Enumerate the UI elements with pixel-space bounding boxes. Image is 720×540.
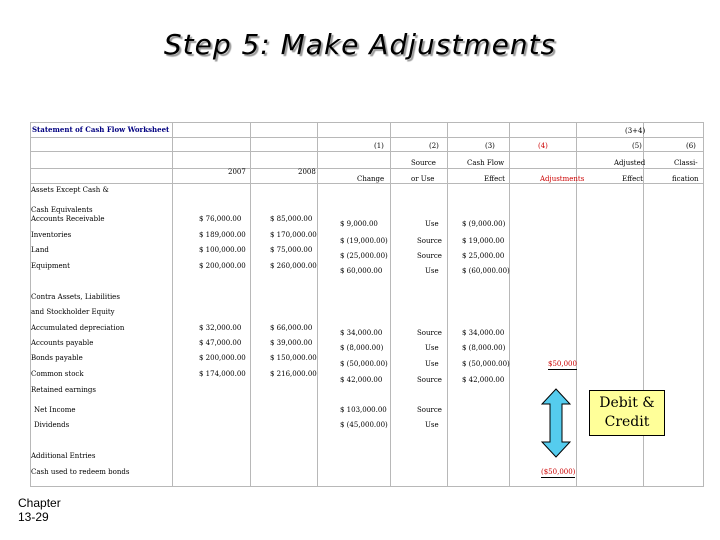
row-label-common-stock: Common stock: [31, 370, 84, 378]
row-label-accounts-payable: Accounts payable: [31, 339, 94, 347]
header-year-2007: 2007: [228, 168, 246, 176]
header-year-2008: 2008: [298, 168, 316, 176]
cell-inv-2008: $ 170,000.00: [270, 231, 317, 239]
section-additional-entries: Additional Entries: [31, 452, 96, 460]
col-num-3-4: (3+4): [625, 127, 646, 135]
header-effect: Effect: [484, 175, 505, 183]
section-contra: Contra Assets, Liabilities: [31, 293, 120, 301]
cell-land-2008: $ 75,000.00: [270, 246, 313, 254]
grid-line: [250, 123, 251, 486]
cell-inv-2007: $ 189,000.00: [199, 231, 246, 239]
cell-accdep-2007: $ 32,000.00: [199, 324, 242, 332]
cell-ap-effect: $ (8,000.00): [462, 344, 506, 352]
col-num-3: (3): [485, 142, 495, 150]
cell-ap-2007: $ 47,000.00: [199, 339, 242, 347]
grid-line: [447, 123, 448, 486]
cell-equip-2007: $ 200,000.00: [199, 262, 246, 270]
callout-line-1: Debit &: [599, 395, 655, 411]
cell-inv-source-use: Source: [417, 237, 442, 245]
col-num-1: (1): [374, 142, 384, 150]
double-arrow-icon: [541, 388, 571, 458]
cell-bonds-adjustment: $50,000: [548, 360, 577, 368]
row-label-cash-redeem-bonds: Cash used to redeem bonds: [31, 468, 130, 476]
cell-div-change: $ (45,000.00): [340, 421, 388, 429]
col-num-6: (6): [686, 142, 696, 150]
cell-bonds-change: $ (50,000.00): [340, 360, 388, 368]
cell-cs-change: $ 42,000.00: [340, 376, 383, 384]
cell-equip-source-use: Use: [425, 267, 439, 275]
cell-ar-change: $ 9,000.00: [340, 220, 378, 228]
header-change: Change: [357, 175, 385, 183]
callout-line-2: Credit: [604, 414, 650, 430]
debit-credit-callout: [589, 390, 665, 436]
section-cash-equivalents: Cash Equivalents: [31, 206, 93, 214]
cell-cs-2007: $ 174,000.00: [199, 370, 246, 378]
chapter-line-2: 13-29: [18, 510, 49, 524]
cell-ap-change: $ (8,000.00): [340, 344, 384, 352]
cell-accdep-change: $ 34,000.00: [340, 329, 383, 337]
sheet-title: Statement of Cash Flow Worksheet: [32, 125, 170, 134]
grid-line: [31, 168, 703, 169]
section-equity: and Stockholder Equity: [31, 308, 115, 316]
cell-cash-redeem-adjustment: ($50,000): [541, 468, 576, 476]
cell-ni-source-use: Source: [417, 406, 442, 414]
cell-accdep-source-use: Source: [417, 329, 442, 337]
header-source: Source: [411, 159, 436, 167]
cell-bonds-source-use: Use: [425, 360, 439, 368]
cell-ar-source-use: Use: [425, 220, 439, 228]
cell-land-2007: $ 100,000.00: [199, 246, 246, 254]
row-label-equipment: Equipment: [31, 262, 70, 270]
col-num-2: (2): [429, 142, 439, 150]
row-label-ar: Accounts Receivable: [31, 215, 105, 223]
header-adjusted-effect: Effect: [622, 175, 643, 183]
cell-ap-source-use: Use: [425, 344, 439, 352]
header-or-use: or Use: [411, 175, 435, 183]
cell-cs-source-use: Source: [417, 376, 442, 384]
cell-land-change: $ (25,000.00): [340, 252, 388, 260]
grid-line: [172, 123, 173, 486]
grid-line: [390, 123, 391, 486]
row-label-inventories: Inventories: [31, 231, 72, 239]
row-label-net-income: Net Income: [34, 406, 76, 414]
header-fication: fication: [672, 175, 699, 183]
row-label-land: Land: [31, 246, 49, 254]
cell-ni-change: $ 103,000.00: [340, 406, 387, 414]
chapter-line-1: Chapter: [18, 496, 61, 510]
section-assets: Assets Except Cash &: [31, 186, 109, 194]
section-retained-earnings: Retained earnings: [31, 386, 96, 394]
cell-bonds-2007: $ 200,000.00: [199, 354, 246, 362]
cell-equip-effect: $ (60,000.00): [462, 267, 510, 275]
slide-title: Step 5: Make Adjustments: [163, 28, 557, 61]
cell-land-source-use: Source: [417, 252, 442, 260]
cell-cs-effect: $ 42,000.00: [462, 376, 505, 384]
col-num-5: (5): [632, 142, 642, 150]
cell-equip-2008: $ 260,000.00: [270, 262, 317, 270]
cell-bonds-2008: $ 150,000.00: [270, 354, 317, 362]
grid-line: [509, 123, 510, 486]
header-adjustments: Adjustments: [540, 175, 585, 183]
cell-ar-effect: $ (9,000.00): [462, 220, 506, 228]
header-classi: Classi-: [674, 159, 698, 167]
grid-line: [31, 137, 703, 138]
cell-land-effect: $ 25,000.00: [462, 252, 505, 260]
cell-equip-change: $ 60,000.00: [340, 267, 383, 275]
cell-inv-effect: $ 19,000.00: [462, 237, 505, 245]
cell-bonds-effect: $ (50,000.00): [462, 360, 510, 368]
col-num-4: (4): [538, 142, 548, 150]
cell-accdep-2008: $ 66,000.00: [270, 324, 313, 332]
cell-ap-2008: $ 39,000.00: [270, 339, 313, 347]
cell-accdep-effect: $ 34,000.00: [462, 329, 505, 337]
row-label-bonds-payable: Bonds payable: [31, 354, 83, 362]
header-adjusted: Adjusted: [614, 159, 646, 167]
header-cash-flow: Cash Flow: [467, 159, 505, 167]
row-label-accumulated-depreciation: Accumulated depreciation: [31, 324, 125, 332]
cell-ar-2008: $ 85,000.00: [270, 215, 313, 223]
cell-inv-change: $ (19,000.00): [340, 237, 388, 245]
chapter-label: [18, 496, 61, 524]
grid-line: [31, 151, 703, 152]
cell-div-source-use: Use: [425, 421, 439, 429]
cell-ar-2007: $ 76,000.00: [199, 215, 242, 223]
row-label-dividends: Dividends: [34, 421, 70, 429]
cell-cs-2008: $ 216,000.00: [270, 370, 317, 378]
grid-line: [317, 123, 318, 486]
